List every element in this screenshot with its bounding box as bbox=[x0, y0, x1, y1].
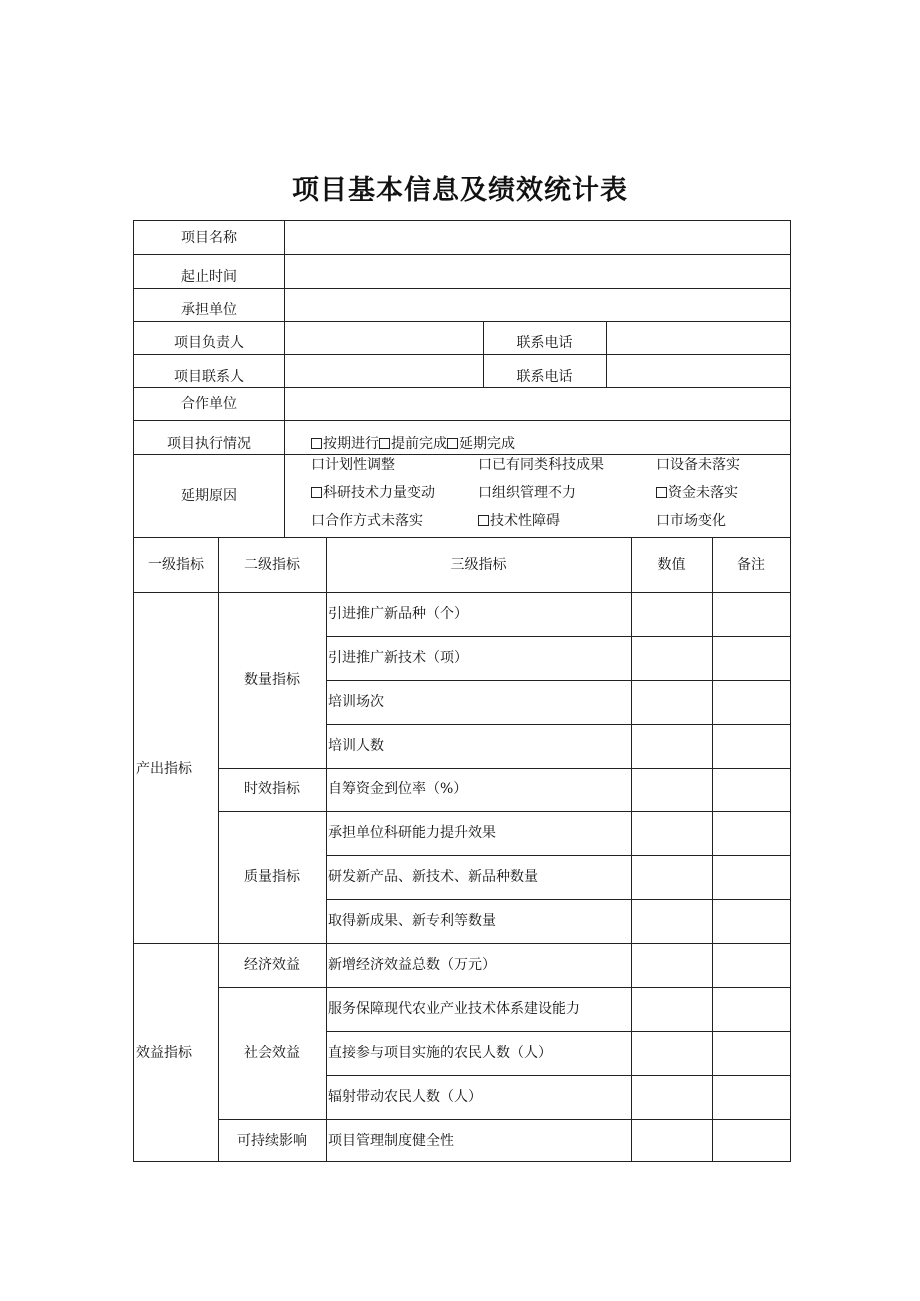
label-contact-phone: 联系电话 bbox=[516, 369, 573, 385]
label-leader-phone: 联系电话 bbox=[516, 335, 573, 351]
header-remark: 备注 bbox=[737, 557, 765, 573]
level2-timeliness: 时效指标 bbox=[244, 781, 300, 797]
label-exec-status: 项目执行情况 bbox=[167, 436, 251, 452]
level3-row-4: 培训人数 bbox=[328, 738, 384, 754]
level3-row-3: 培训场次 bbox=[328, 694, 384, 710]
level3-row-5: 自筹资金到位率（%） bbox=[328, 781, 468, 797]
unit-field[interactable] bbox=[286, 289, 789, 320]
contact-phone-field[interactable] bbox=[608, 355, 789, 386]
project-name-field[interactable] bbox=[286, 222, 789, 253]
delay-option-equipment[interactable]: 口设备未落实 bbox=[656, 457, 740, 473]
label-project-name: 项目名称 bbox=[181, 230, 237, 246]
leader-phone-field[interactable] bbox=[608, 322, 789, 353]
level2-quality: 质量指标 bbox=[244, 869, 300, 885]
label-delay-reason: 延期原因 bbox=[181, 488, 237, 504]
level2-economic: 经济效益 bbox=[244, 957, 300, 973]
checkbox-icon bbox=[478, 515, 489, 526]
exec-option-delayed[interactable]: 延期完成 bbox=[447, 436, 515, 452]
exec-status-options bbox=[311, 435, 515, 453]
header-value: 数值 bbox=[657, 557, 686, 573]
checkbox-icon bbox=[311, 438, 322, 449]
delay-option-technical[interactable]: 技术性障碍 bbox=[478, 512, 560, 530]
level3-row-6: 承担单位科研能力提升效果 bbox=[328, 825, 496, 841]
label-partner: 合作单位 bbox=[181, 396, 237, 412]
checkbox-icon bbox=[447, 438, 458, 449]
delay-option-management[interactable]: 口组织管理不力 bbox=[478, 485, 576, 501]
level3-row-12: 辐射带动农民人数（人） bbox=[328, 1089, 482, 1105]
delay-option-staff-change[interactable]: 科研技术力量变动 bbox=[311, 484, 435, 502]
level2-social: 社会效益 bbox=[244, 1045, 300, 1061]
delay-option-plan-adjust[interactable]: 口计划性调整 bbox=[311, 457, 395, 473]
checkbox-icon bbox=[379, 438, 390, 449]
header-level1: 一级指标 bbox=[148, 557, 204, 573]
contact-field[interactable] bbox=[286, 355, 482, 386]
delay-option-market[interactable]: 口市场变化 bbox=[656, 513, 726, 529]
header-level2: 二级指标 bbox=[244, 557, 300, 573]
label-unit: 承担单位 bbox=[181, 302, 237, 318]
level1-output: 产出指标 bbox=[136, 761, 192, 777]
level1-benefit: 效益指标 bbox=[136, 1045, 192, 1061]
level2-sustainable: 可持续影响 bbox=[237, 1133, 307, 1149]
level3-row-1: 引进推广新品种（个） bbox=[328, 606, 468, 622]
checkbox-icon bbox=[311, 487, 322, 498]
delay-option-funding[interactable]: 资金未落实 bbox=[656, 484, 738, 502]
level3-row-2: 引进推广新技术（项） bbox=[328, 650, 468, 666]
partner-field[interactable] bbox=[286, 388, 789, 419]
leader-field[interactable] bbox=[286, 322, 482, 353]
delay-option-cooperation[interactable]: 口合作方式未落实 bbox=[311, 513, 423, 529]
period-field[interactable] bbox=[286, 256, 789, 287]
level3-row-9: 新增经济效益总数（万元） bbox=[328, 957, 496, 973]
label-leader: 项目负责人 bbox=[174, 335, 244, 351]
label-contact: 项目联系人 bbox=[174, 369, 244, 385]
level3-row-13: 项目管理制度健全性 bbox=[328, 1133, 454, 1149]
level3-row-11: 直接参与项目实施的农民人数（人） bbox=[328, 1045, 552, 1061]
level3-row-10: 服务保障现代农业产业技术体系建设能力 bbox=[328, 1001, 580, 1017]
checkbox-icon bbox=[656, 487, 667, 498]
level3-row-8: 取得新成果、新专利等数量 bbox=[328, 913, 496, 929]
exec-option-early[interactable]: 提前完成 bbox=[379, 436, 447, 452]
form-table bbox=[133, 220, 791, 1162]
exec-option-on-time[interactable]: 按期进行 bbox=[311, 436, 379, 452]
label-period: 起止时间 bbox=[181, 269, 237, 285]
level3-row-7: 研发新产品、新技术、新品种数量 bbox=[328, 869, 538, 885]
delay-option-existing-results[interactable]: 口已有同类科技成果 bbox=[478, 457, 604, 473]
header-level3: 三级指标 bbox=[450, 557, 507, 573]
level2-quantity: 数量指标 bbox=[244, 672, 300, 688]
form-title: 项目基本信息及绩效统计表 bbox=[292, 175, 628, 206]
